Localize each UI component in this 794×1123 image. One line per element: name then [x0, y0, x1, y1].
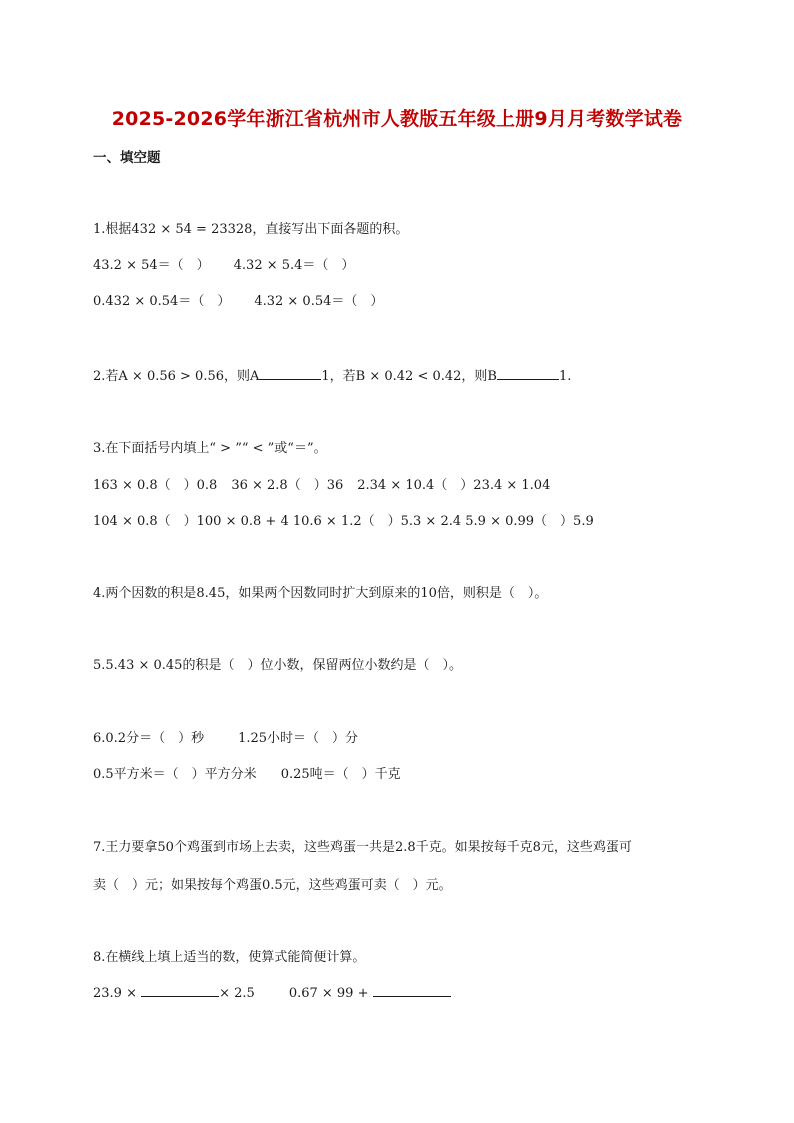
question-3-row-2: 104 × 0.8（ ）100 × 0.8 + 4 10.6 × 1.2（ ）5.3 × 2.4 5.9 × 0.99（ ）5.9 [93, 514, 594, 529]
q2-part-2: 1，若B × 0.42 < 0.42，则B [321, 369, 497, 384]
q3-item-a1: 163 × 0.8（ ）0.8 [93, 478, 218, 493]
question-3-row-1 [93, 474, 550, 493]
q1-item-b2: 4.32 × 0.54＝（ ） [254, 294, 384, 309]
section-heading: 一、填空题 [93, 150, 161, 166]
q2-answer-blank-1[interactable] [259, 367, 321, 380]
q1-item-a2: 4.32 × 5.4＝（ ） [233, 258, 355, 273]
q2-answer-blank-2[interactable] [497, 367, 559, 380]
q6-item-a2: 1.25小时＝（ ）分 [238, 731, 359, 746]
question-1-stem: 1.根据432 × 54 = 23328，直接写出下面各题的积。 [93, 222, 409, 237]
q8-answer-blank-1[interactable] [141, 984, 219, 997]
q8-answer-blank-2[interactable] [373, 984, 451, 997]
question-8-stem: 8.在横线上填上适当的数，使算式能简便计算。 [93, 950, 366, 965]
question-7-line-2: 卖（ ）元；如果按每个鸡蛋0.5元，这些鸡蛋可卖（ ）元。 [93, 878, 452, 893]
q2-part-1: 2.若A × 0.56 > 0.56，则A [93, 369, 260, 384]
q8-expr-2-start: 0.67 × 99 + [288, 986, 373, 1001]
q1-item-a1: 43.2 × 54＝（ ） [93, 258, 210, 273]
q8-expr-1-end: × 2.5 [219, 986, 255, 1001]
q3-item-a2: 36 × 2.8（ ）36 [231, 478, 344, 493]
question-1-row-2 [93, 290, 383, 309]
question-1-row-1 [93, 254, 354, 273]
q2-part-3: 1. [558, 369, 572, 384]
page-title: 2025-2026学年浙江省杭州市人教版五年级上册9月月考数学试卷 [111, 108, 683, 130]
question-7-line-1: 7.王力要拿50个鸡蛋到市场上去卖，这些鸡蛋一共是2.8千克。如果按每千克8元，这些鸡蛋可 [93, 840, 632, 855]
question-4: 4.两个因数的积是8.45，如果两个因数同时扩大到原来的10倍，则积是（ ）。 [93, 586, 548, 601]
q6-item-b2: 0.25吨＝（ ）千克 [280, 767, 401, 782]
q3-item-a3: 2.34 × 10.4（ ）23.4 × 1.04 [357, 478, 551, 493]
question-2 [93, 365, 571, 384]
question-6-row-1 [93, 727, 358, 746]
q6-item-b1: 0.5平方米＝（ ）平方分米 [93, 767, 257, 782]
q8-expr-1-start: 23.9 × [93, 986, 142, 1001]
q6-item-a1: 6.0.2分＝（ ）秒 [93, 731, 205, 746]
q1-item-b1: 0.432 × 0.54＝（ ） [93, 294, 231, 309]
question-3-stem: 3.在下面括号内填上“ > ”“ < ”或“＝”。 [93, 441, 327, 456]
question-6-row-2 [93, 763, 401, 782]
question-5: 5.5.43 × 0.45的积是（ ）位小数，保留两位小数约是（ ）。 [93, 658, 462, 673]
question-8-row [93, 984, 451, 1001]
